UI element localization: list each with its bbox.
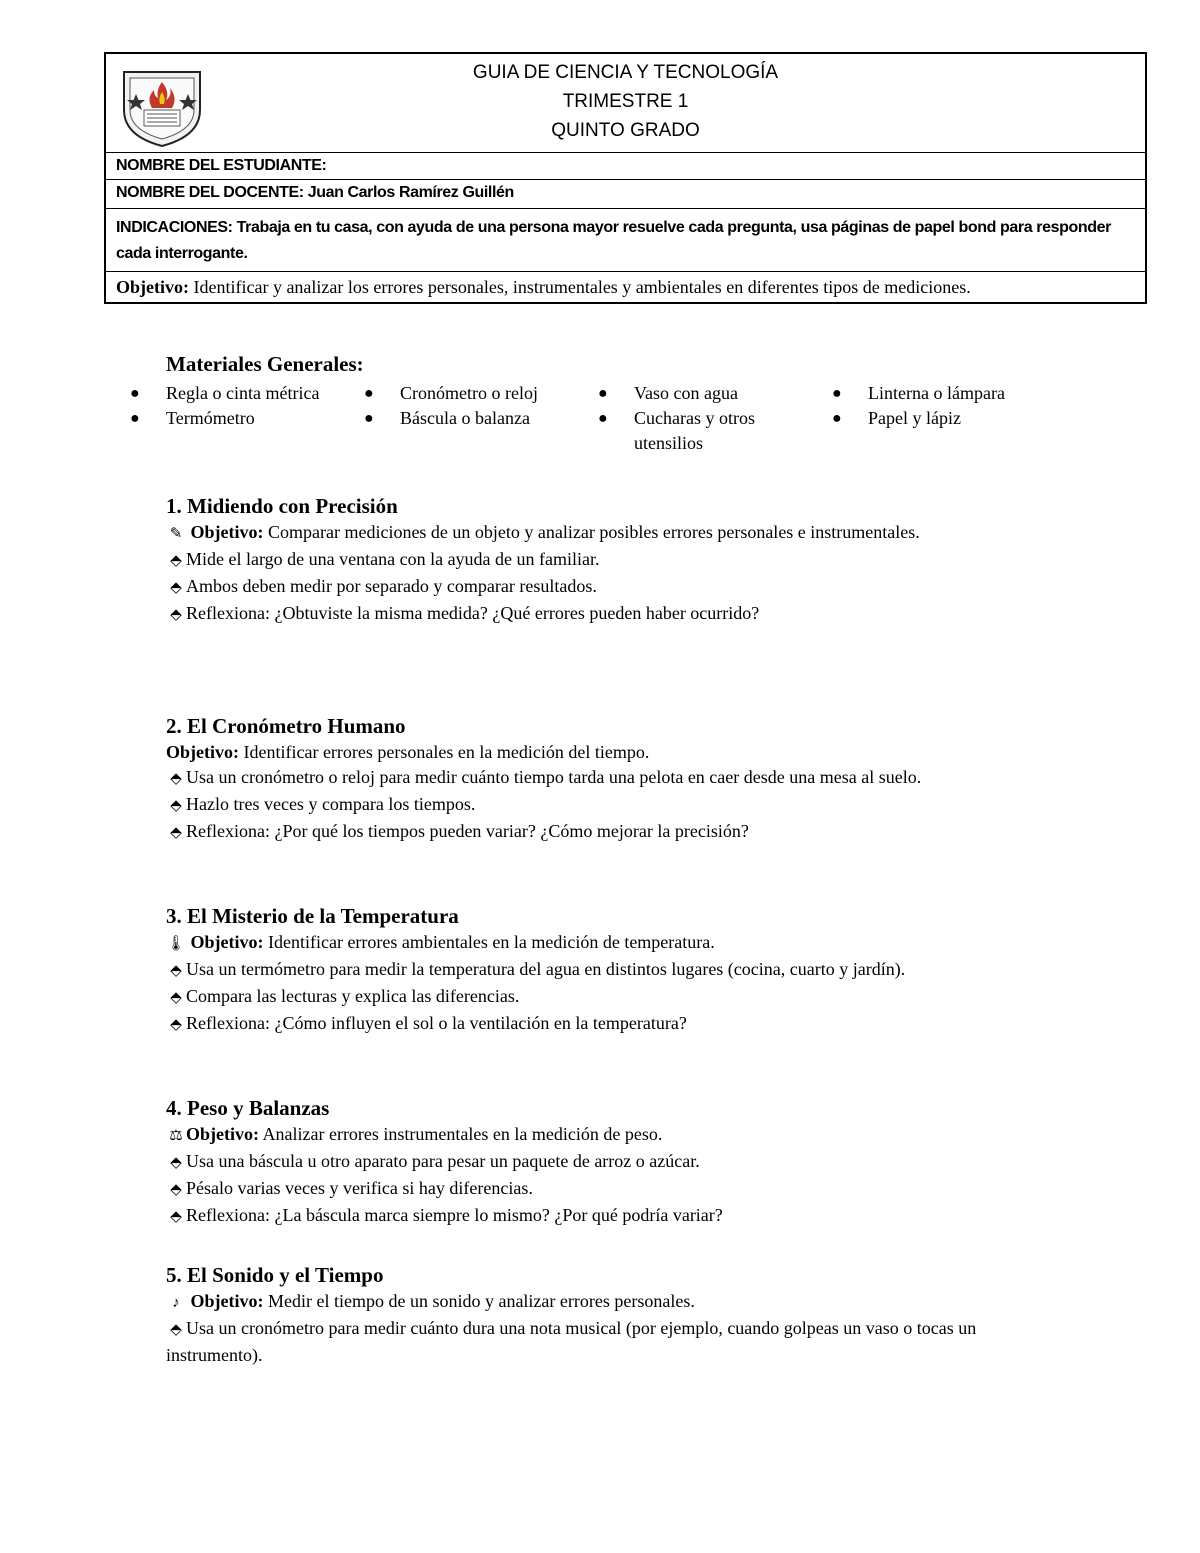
bullet-icon: ●: [130, 410, 140, 427]
diamond-arrow-icon: ⬘: [170, 798, 182, 814]
diamond-arrow-icon: ⬘: [170, 1209, 182, 1225]
step: ⬘ Pésalo varias veces y verifica si hay diferencias.: [166, 1176, 1046, 1203]
section-objective: ✎ Objetivo: Comparar mediciones de un objeto y analizar posibles errores personales e instrumentales.: [166, 520, 1046, 547]
title-line-2: TRIMESTRE 1: [562, 91, 689, 112]
bullet-icon: ●: [364, 410, 374, 427]
step: ⬘ Reflexiona: ¿La báscula marca siempre lo mismo? ¿Por qué podría variar?: [166, 1203, 1046, 1230]
list-item: ● Cucharas y otros utensilios: [598, 408, 755, 453]
title-line-1: GUIA DE CIENCIA Y TECNOLOGÍA: [472, 62, 779, 83]
diamond-arrow-icon: ⬘: [170, 580, 182, 596]
diamond-arrow-icon: ⬘: [170, 553, 182, 569]
section-title: 5. El Sonido y el Tiempo: [166, 1263, 384, 1287]
list-item: ● Termómetro: [128, 406, 358, 431]
step: ⬘ Compara las lecturas y explica las diferencias.: [166, 984, 1046, 1011]
teacher-name-row: NOMBRE DEL DOCENTE: Juan Carlos Ramírez Guillén: [106, 179, 1145, 208]
bullet-icon: ●: [364, 385, 374, 402]
step: ⬘ Mide el largo de una ventana con la ayuda de un familiar.: [166, 547, 1046, 574]
step: ⬘ Reflexiona: ¿Por qué los tiempos pueden variar? ¿Cómo mejorar la precisión?: [166, 819, 1046, 846]
thermometer-icon: 🌡: [166, 936, 186, 952]
step: ⬘ Usa un cronómetro para medir cuánto dura una nota musical (por ejemplo, cuando golpeas un vaso o tocas un instrumento).: [166, 1318, 977, 1365]
materials-title: Materiales Generales:: [166, 352, 364, 376]
student-name-row: NOMBRE DEL ESTUDIANTE:: [106, 152, 1145, 179]
step: ⬘ Usa un termómetro para medir la temperatura del agua en distintos lugares (cocina, cuarto y jardín).: [166, 957, 1046, 984]
step: ⬘ Reflexiona: ¿Obtuviste la misma medida? ¿Qué errores pueden haber ocurrido?: [166, 601, 1046, 628]
list-item: ● Cronómetro o reloj: [362, 381, 570, 406]
bullet-icon: ●: [832, 410, 842, 427]
materials-column: [128, 381, 358, 431]
diamond-arrow-icon: ⬘: [170, 607, 182, 623]
step: ⬘ Usa un cronómetro o reloj para medir cuánto tiempo tarda una pelota en caer desde una mesa al suelo.: [166, 765, 1046, 792]
materials-column: [362, 381, 592, 431]
objective-row: [106, 271, 1145, 302]
materials-column: [830, 381, 1060, 431]
bullet-icon: ●: [832, 385, 842, 402]
pencil-icon: ✎: [169, 526, 183, 542]
section-title: 1. Midiendo con Precisión: [166, 494, 398, 518]
bullet-icon: ●: [130, 385, 140, 402]
section-title: 3. El Misterio de la Temperatura: [166, 904, 459, 928]
diamond-arrow-icon: ⬘: [170, 825, 182, 841]
section-4: [166, 1094, 1046, 1230]
section-objective: Objetivo: Identificar errores personales en la medición del tiempo.: [166, 742, 650, 762]
diamond-arrow-icon: ⬘: [170, 1155, 182, 1171]
title-row: [106, 54, 1145, 152]
materials-grid: [128, 381, 1046, 451]
section-objective: 🌡 Objetivo: Identificar errores ambientales en la medición de temperatura.: [166, 930, 1046, 957]
objective-label: Objetivo:: [116, 277, 189, 297]
diamond-arrow-icon: ⬘: [170, 771, 182, 787]
title-line-3: QUINTO GRADO: [551, 120, 700, 141]
diamond-arrow-icon: ⬘: [170, 1017, 182, 1033]
materials-section: [130, 352, 1046, 453]
list-item: ● Papel y lápiz: [830, 406, 1060, 431]
objective-text: Identificar y analizar los errores personales, instrumentales y ambientales en diferentes tipos de mediciones.: [188, 277, 971, 297]
materials-column: [596, 381, 826, 456]
section-title: 2. El Cronómetro Humano: [166, 714, 406, 738]
diamond-arrow-icon: ⬘: [170, 1182, 182, 1198]
section-1: [166, 492, 1046, 628]
section-3: [166, 902, 1046, 1038]
bullet-icon: ●: [598, 410, 608, 427]
step: ⬘ Reflexiona: ¿Cómo influyen el sol o la ventilación en la temperatura?: [166, 1011, 1046, 1038]
list-item: ● Báscula o balanza: [362, 406, 592, 431]
section-objective: ⚖ Objetivo: Analizar errores instrumentales en la medición de peso.: [166, 1122, 1046, 1149]
step: ⬘ Usa una báscula u otro aparato para pesar un paquete de arroz o azúcar.: [166, 1149, 1046, 1176]
scale-icon: ⚖: [169, 1128, 183, 1144]
header-table: [104, 52, 1147, 304]
list-item: ● Vaso con agua: [596, 381, 826, 406]
section-2: [166, 712, 1046, 846]
bullet-icon: ●: [598, 385, 608, 402]
list-item: ● Regla o cinta métrica: [128, 381, 358, 406]
diamond-arrow-icon: ⬘: [170, 1322, 182, 1338]
step: ⬘ Hazlo tres veces y compara los tiempos.: [166, 792, 1046, 819]
step: ⬘ Ambos deben medir por separado y comparar resultados.: [166, 574, 1046, 601]
section-5: [166, 1261, 1046, 1368]
diamond-arrow-icon: ⬘: [170, 963, 182, 979]
section-title: 4. Peso y Balanzas: [166, 1096, 330, 1120]
indications-row: INDICACIONES: Trabaja en tu casa, con ayuda de una persona mayor resuelve cada pregunta, usa páginas de papel bond para responder cada interrogante.: [106, 208, 1145, 271]
diamond-arrow-icon: ⬘: [170, 990, 182, 1006]
list-item: ● Linterna o lámpara: [830, 381, 1060, 406]
section-objective: ♪ Objetivo: Medir el tiempo de un sonido y analizar errores personales.: [166, 1289, 1046, 1316]
music-note-icon: ♪: [172, 1295, 180, 1311]
